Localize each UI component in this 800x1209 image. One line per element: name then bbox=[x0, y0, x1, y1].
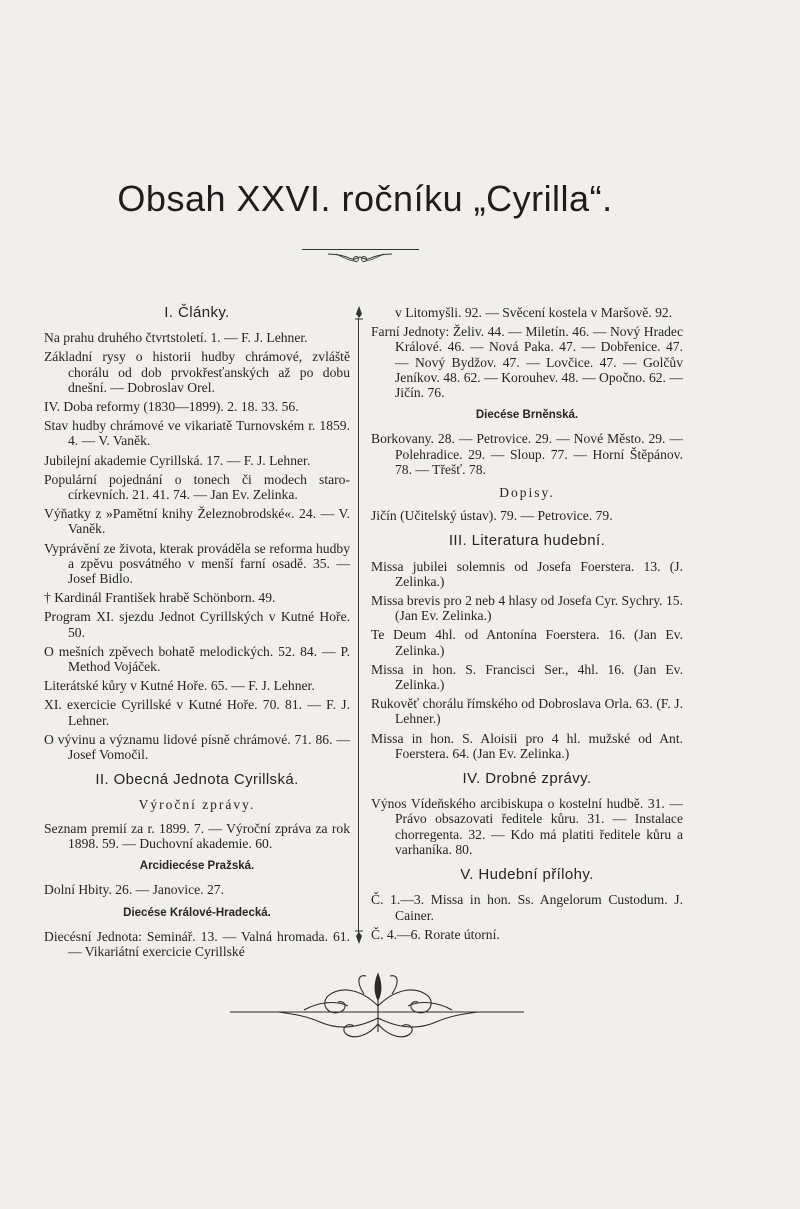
list-item: Missa in hon. S. Francisci Ser., 4hl. 16. (Jan Ev. Zelinka.) bbox=[371, 661, 683, 693]
section-heading-prilohy: V. Hudební přílohy. bbox=[460, 866, 594, 884]
dopisy-text: Jičín (Učitelský ústav). 79. — Petrovice. 79. bbox=[371, 508, 613, 524]
subheading-hradec: Diecése Králové-Hradecká. bbox=[123, 906, 271, 919]
list-item: Missa brevis pro 2 neb 4 hlasy od Josefa Cyr. Sychry. 15. (Jan Ev. Zelinka.) bbox=[371, 593, 683, 624]
articles-list bbox=[44, 330, 350, 762]
title-flourish-icon bbox=[326, 251, 394, 265]
hradec-text: Diecésní Jednota: Seminář. 13. — Valná hromada. 61. — Vikariátní exercicie Cyrillské bbox=[44, 928, 350, 959]
list-item: O vývinu a významu lidové písně chrámové. 71. 86. — Josef Vomočil. bbox=[44, 731, 350, 763]
list-item: Populární pojednání o tonech či modech staro-církevních. 21. 41. 74. — Jan Ev. Zelinka. bbox=[44, 471, 350, 503]
list-item: Č. 4.—6. Rorate útorní. bbox=[371, 926, 500, 942]
list-item: Základní rysy o historii hudby chrámové, zvláště chorálu od dob prvokřesťanských až po dobu dnešní. — Dobroslav Orel. bbox=[44, 349, 350, 395]
list-item: Vyprávění ze života, kterak prováděla se reforma hudby a zpěvu posvátného v menší farní osadě. 35. — Josef Bidlo. bbox=[44, 540, 350, 587]
brno-text: Borkovany. 28. — Petrovice. 29. — Nové Město. 29. — Polehradice. 29. — Sloup. 77. — Horní Štěpánov. 78. — Třešť. 78. bbox=[371, 431, 683, 477]
right-column bbox=[371, 305, 683, 946]
section-heading-jednota: II. Obecná Jednota Cyrillská. bbox=[95, 771, 299, 789]
list-item: IV. Doba reformy (1830—1899). 2. 18. 33. 56. bbox=[44, 399, 299, 415]
list-item: O mešních zpěvech bohatě melodických. 52. 84. — P. Method Vojáček. bbox=[44, 643, 350, 675]
list-item: Rukověť chorálu římského od Dobroslava Orla. 63. (F. J. Lehner.) bbox=[371, 696, 683, 727]
list-item: Stav hudby chrámové ve vikariatě Turnovském r. 1859. 4. — V. Vaněk. bbox=[44, 418, 350, 449]
section-heading-clanky: I. Články. bbox=[164, 304, 230, 321]
subheading-dopisy: Dopisy. bbox=[499, 485, 555, 501]
praha-text: Dolní Hbity. 26. — Janovice. 27. bbox=[44, 882, 224, 898]
page-title: Obsah XXVI. ročníku „Cyrilla“. bbox=[117, 178, 613, 219]
literature-list bbox=[371, 559, 683, 761]
title-rule bbox=[302, 249, 419, 250]
list-item: Jubilejní akademie Cyrillská. 17. — F. J. Lehner. bbox=[44, 452, 311, 468]
list-item: Č. 1.—3. Missa in hon. Ss. Angelorum Custodum. J. Cainer. bbox=[371, 892, 683, 923]
list-item: Missa jubilei solemnis od Josefa Foerstera. 13. (J. Zelinka.) bbox=[371, 558, 683, 589]
list-item: Na prahu druhého čtvrtstoletí. 1. — F. J. Lehner. bbox=[44, 330, 308, 346]
list-item: Program XI. sjezdu Jednot Cyrillských v Kutné Hoře. 50. bbox=[44, 609, 350, 640]
section-heading-literatura: III. Literatura hudební. bbox=[448, 532, 606, 550]
list-item: Literátské kůry v Kutné Hoře. 65. — F. J. Lehner. bbox=[44, 678, 315, 694]
left-column bbox=[44, 305, 350, 963]
vyrocni-text: Seznam premií za r. 1899. 7. — Výroční zpráva za rok 1898. 59. — Duchovní akademie. 60. bbox=[44, 820, 350, 851]
bottom-flourish-icon bbox=[228, 966, 528, 1046]
list-item: Te Deum 4hl. od Antonína Foerstera. 16. (Jan Ev. Zelinka.) bbox=[371, 627, 683, 658]
farni-jednoty-text: Farní Jednoty: Želiv. 44. — Miletín. 46. — Nový Hradec Králové. 46. — Nová Paka. 47. — Dobřenice. 47. — Nový Bydžov. 47. — Lovčice. 47. — Golčův Jeníkov. 48. 62. — Korouhev. 48. — Opočno. 62. — Jičín. 76. bbox=[371, 324, 683, 401]
continued-text: v Litomyšli. 92. — Svěcení kostela v Maršově. 92. bbox=[395, 305, 673, 320]
drobne-text: Výnos Vídeňského arcibiskupa o kostelní hudbě. 31. — Právo obsazovati ředitele kůru. 31. — Instalace chorregenta. 32. — Kdo má platiti ředitele kůru a varhaníka. 80. bbox=[371, 796, 683, 857]
subheading-vyrocni: Výroční zprávy. bbox=[138, 797, 256, 813]
subheading-brno: Diecése Brněnská. bbox=[475, 409, 579, 422]
subheading-praha: Arcidiecése Pražská. bbox=[139, 860, 255, 873]
list-item: Missa in hon. S. Aloisii pro 4 hl. mužské od Ant. Foerstera. 64. (Jan Ev. Zelinka.) bbox=[371, 730, 683, 761]
section-heading-drobne: IV. Drobné zprávy. bbox=[462, 770, 592, 788]
column-finial-icon bbox=[352, 928, 366, 944]
list-item: XI. exercicie Cyrillské v Kutné Hoře. 70. 81. — F. J. Lehner. bbox=[44, 697, 350, 728]
list-item: Výňatky z »Pamětní knihy Železnobrodské«. 24. — V. Vaněk. bbox=[44, 506, 350, 537]
list-item: † Kardinál František hrabě Schönborn. 49. bbox=[44, 590, 276, 606]
column-finial-icon bbox=[352, 306, 366, 322]
column-divider bbox=[358, 318, 359, 938]
